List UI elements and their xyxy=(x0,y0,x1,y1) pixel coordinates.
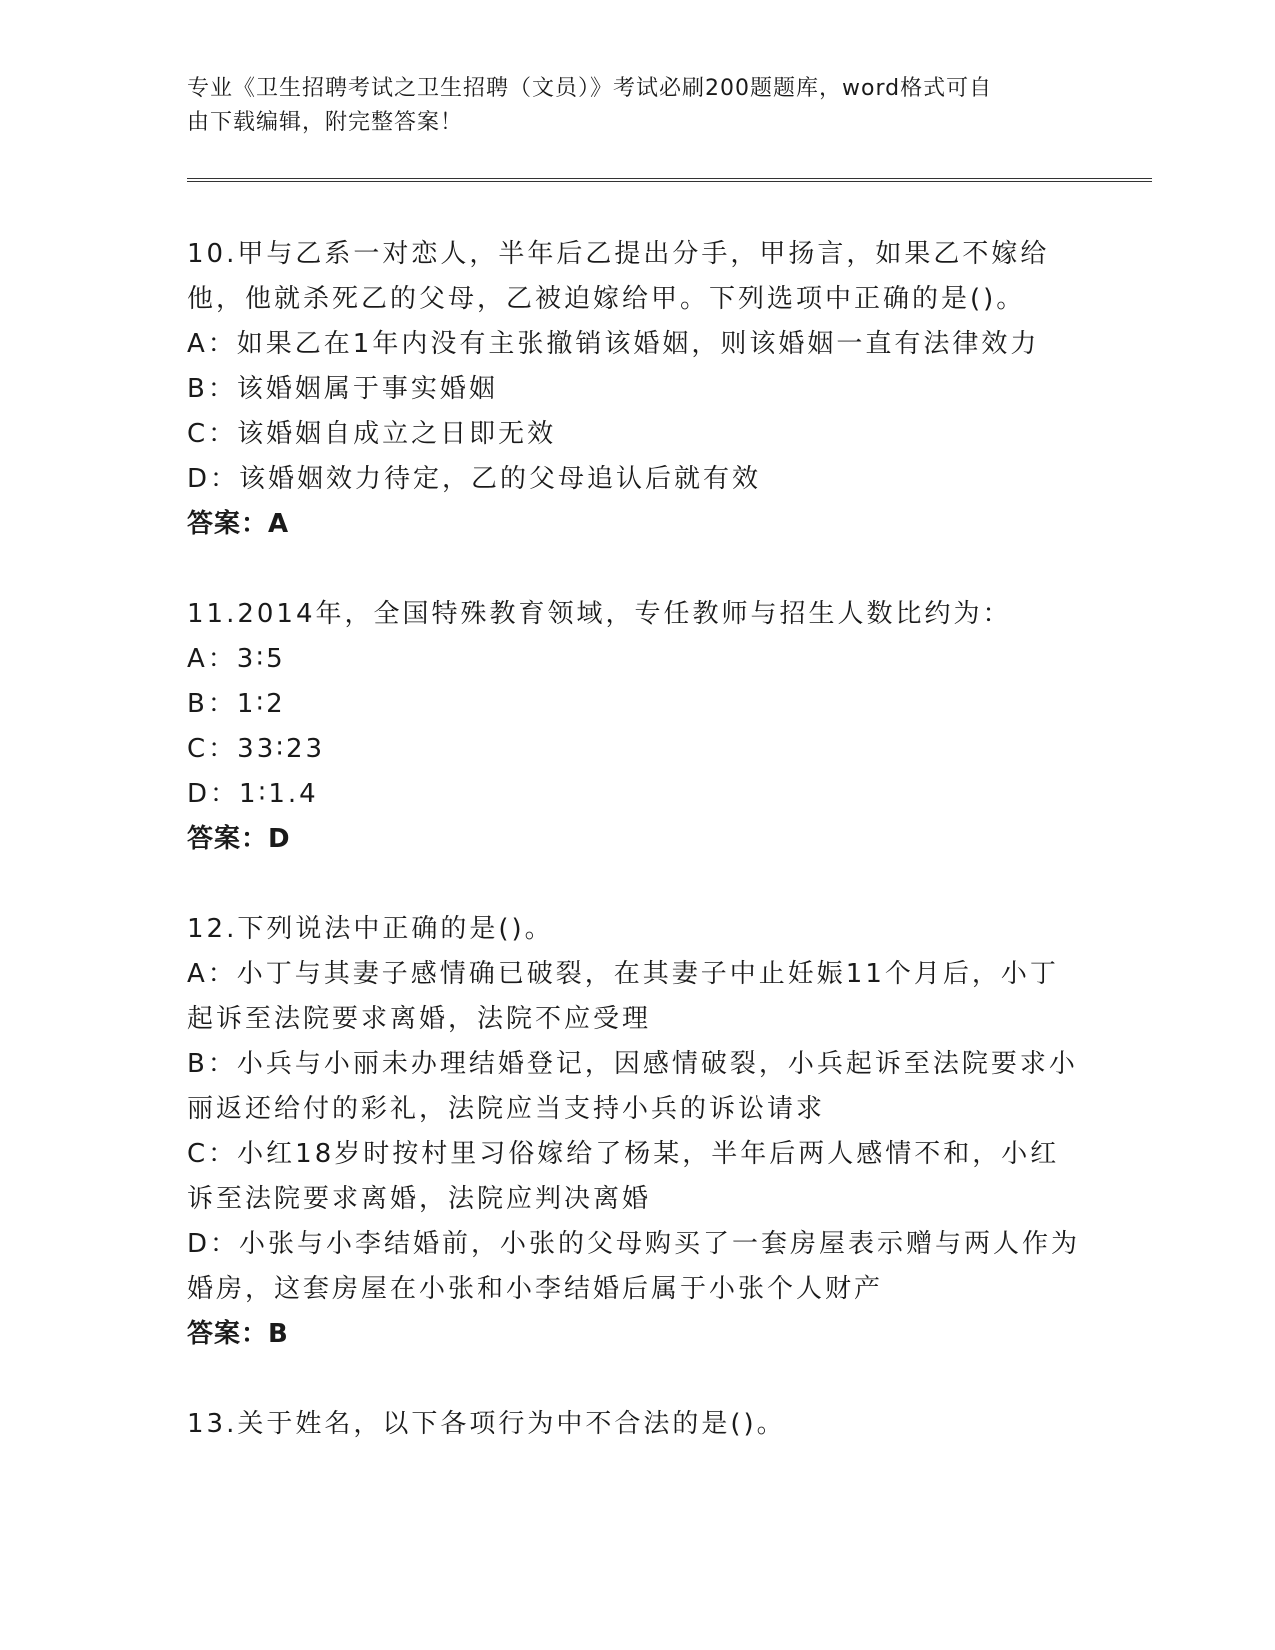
option-b: B：1∶2 xyxy=(187,689,286,719)
question-stem: 11.2014年，全国特殊教育领域，专任教师与招生人数比约为： xyxy=(187,599,1012,629)
option-a: A：3∶5 xyxy=(187,644,286,674)
answer-label: 答案： xyxy=(187,824,269,854)
document-header xyxy=(187,72,1087,140)
option-b: B：小兵与小丽未办理结婚登记，因感情破裂，小兵起诉至法院要求小丽返还给付的彩礼，法院应当支持小兵的诉讼请求 xyxy=(187,1049,1078,1124)
answer-line xyxy=(187,502,1087,547)
question-stem: 10.甲与乙系一对恋人，半年后乙提出分手，甲扬言，如果乙不嫁给他，他就杀死乙的父母，乙被迫嫁给甲。下列选项中正确的是()。 xyxy=(187,239,1050,314)
answer-label: 答案： xyxy=(187,509,269,539)
question-12 xyxy=(187,907,1087,1357)
answer-label: 答案： xyxy=(187,1319,269,1349)
option-c: C：小红18岁时按村里习俗嫁给了杨某，半年后两人感情不和，小红诉至法院要求离婚，法院应判决离婚 xyxy=(187,1139,1060,1214)
answer-value: B xyxy=(268,1319,289,1349)
question-11 xyxy=(187,592,1087,862)
answer-value: D xyxy=(268,824,291,854)
header-divider xyxy=(187,178,1152,182)
question-10 xyxy=(187,232,1087,547)
question-stem: 12.下列说法中正确的是()。 xyxy=(187,914,554,944)
option-d: D：小张与小李结婚前，小张的父母购买了一套房屋表示赠与两人作为婚房，这套房屋在小张和小李结婚后属于小张个人财产 xyxy=(187,1229,1081,1304)
answer-line xyxy=(187,1312,1087,1357)
option-d: D：该婚姻效力待定，乙的父母追认后就有效 xyxy=(187,464,762,494)
option-a: A：如果乙在1年内没有主张撤销该婚姻，则该婚姻一直有法律效力 xyxy=(187,329,1040,359)
question-13 xyxy=(187,1402,1087,1447)
header-line-2: 由下载编辑，附完整答案！ xyxy=(187,110,464,135)
answer-value: A xyxy=(268,509,290,539)
option-b: B：该婚姻属于事实婚姻 xyxy=(187,374,498,404)
question-list xyxy=(187,232,1087,1492)
option-a: A：小丁与其妻子感情确已破裂，在其妻子中止妊娠11个月后，小丁起诉至法院要求离婚，法院不应受理 xyxy=(187,959,1059,1034)
option-c: C：33∶23 xyxy=(187,734,326,764)
option-c: C：该婚姻自成立之日即无效 xyxy=(187,419,557,449)
option-d: D：1∶1.4 xyxy=(187,779,319,809)
header-line-1: 专业《卫生招聘考试之卫生招聘（文员）》考试必刷200题题库，word格式可自 xyxy=(187,76,993,101)
question-stem: 13.关于姓名，以下各项行为中不合法的是()。 xyxy=(187,1409,786,1439)
answer-line xyxy=(187,817,1087,862)
